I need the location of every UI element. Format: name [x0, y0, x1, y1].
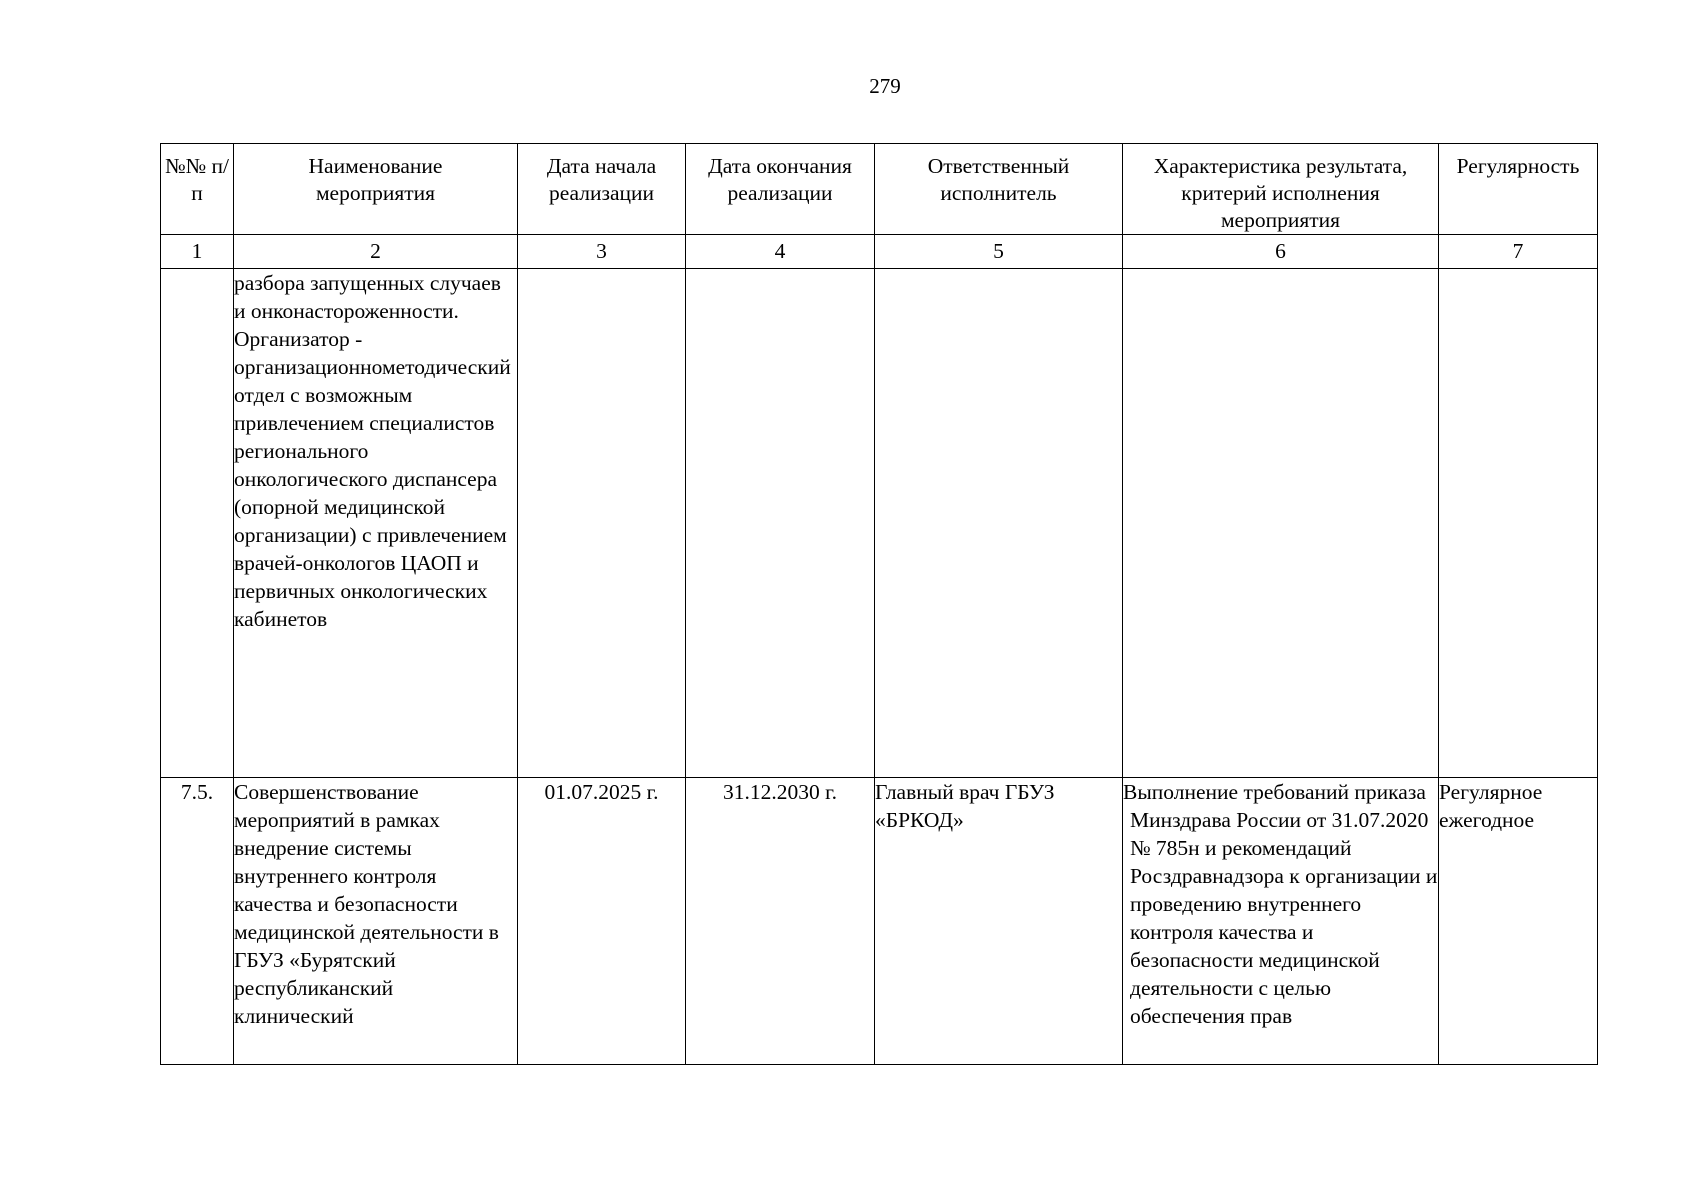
- regularity: [1439, 269, 1598, 778]
- column-number: 7: [1439, 235, 1598, 269]
- activities-table: [160, 143, 1598, 1065]
- row-number: [161, 269, 234, 778]
- row-number: 7.5.: [161, 778, 234, 1065]
- header-cell-regularity: Регулярность: [1439, 144, 1598, 235]
- header-cell-result: Характеристика результата, критерий исполнения мероприятия: [1123, 144, 1439, 235]
- column-number: 3: [518, 235, 686, 269]
- result-description: [1123, 778, 1439, 1065]
- result-description: [1123, 269, 1439, 778]
- responsible-executor: Главный врач ГБУЗ «БРКОД»: [875, 778, 1123, 1065]
- column-number: 2: [234, 235, 518, 269]
- regularity: Регулярное ежегодное: [1439, 778, 1598, 1065]
- end-date: [686, 269, 875, 778]
- header-cell-name: Наименование мероприятия: [234, 144, 518, 235]
- column-number: 1: [161, 235, 234, 269]
- column-number: 6: [1123, 235, 1439, 269]
- header-cell-start-date: Дата начала реализации: [518, 144, 686, 235]
- header-cell-end-date: Дата окончания реализации: [686, 144, 875, 235]
- column-number-row: [161, 235, 1598, 269]
- start-date: [518, 269, 686, 778]
- start-date: 01.07.2025 г.: [518, 778, 686, 1065]
- header-cell-responsible: Ответственный исполнитель: [875, 144, 1123, 235]
- end-date: 31.12.2030 г.: [686, 778, 875, 1065]
- column-number: 4: [686, 235, 875, 269]
- responsible-executor: [875, 269, 1123, 778]
- column-number: 5: [875, 235, 1123, 269]
- activity-name: разбора запущенных случаев и онконастороженности. Организатор - организационнометодический отдел с возможным привлечением специалистов регионального онкологического диспансера (опорной медицинской организации) с привлечением врачей-онкологов ЦАОП и первичных онкологических кабинетов: [234, 269, 518, 778]
- table-row: [161, 778, 1598, 1065]
- page-number: 279: [869, 74, 901, 98]
- table-row: [161, 269, 1598, 778]
- activity-name: Совершенствование мероприятий в рамках внедрение системы внутреннего контроля качества и безопасности медицинской деятельности в ГБУЗ «Бурятский республиканский клинический: [234, 778, 518, 1065]
- result-description-text: Выполнение требований приказа Минздрава России от 31.07.2020 № 785н и рекомендаций Росздравнадзора к организации и проведению внутреннего контроля качества и безопасности медицинской деятельности с целью обеспечения прав: [1123, 780, 1438, 1028]
- header-cell-number: №№ п/п: [161, 144, 234, 235]
- header-row: [161, 144, 1598, 235]
